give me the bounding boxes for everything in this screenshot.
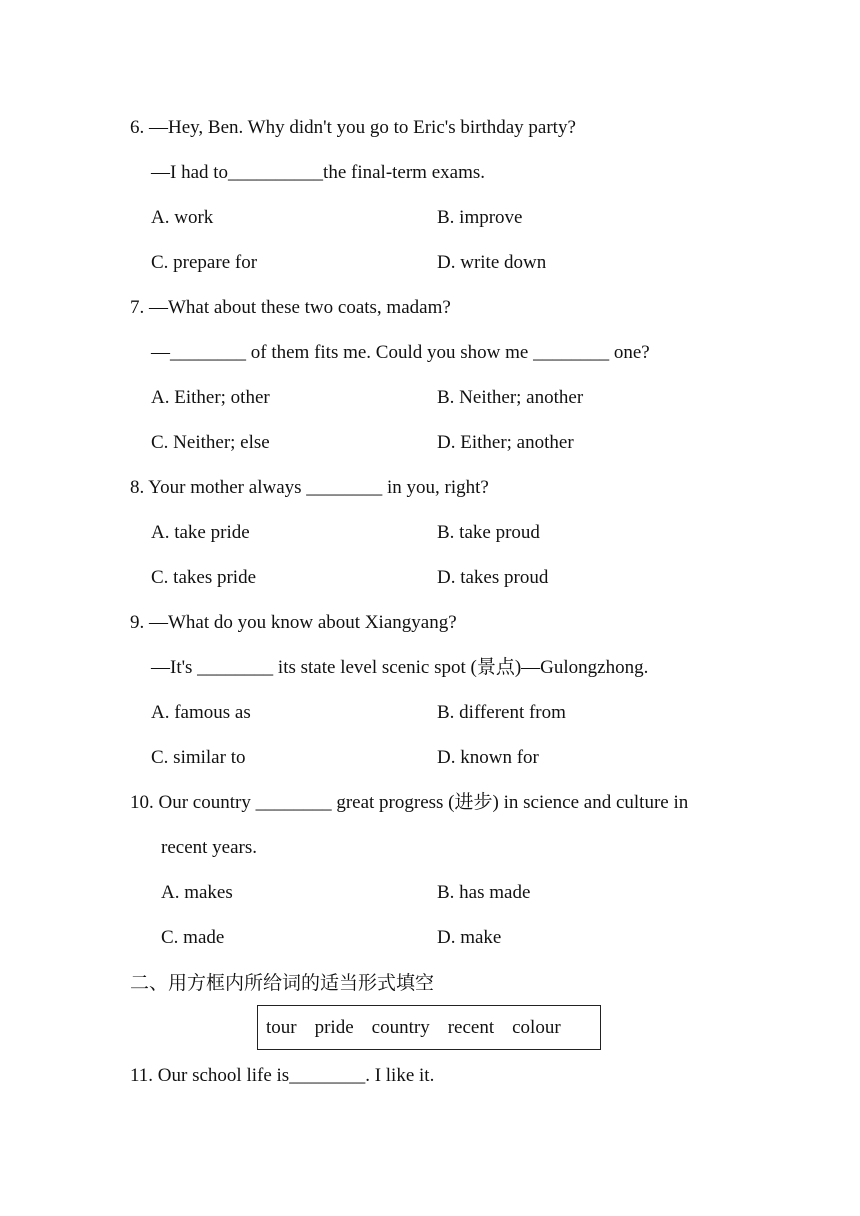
word-box-item: tour [266,1016,297,1038]
question-6-option-c: C. prepare for [151,252,258,273]
question-7-option-c: C. Neither; else [151,432,270,453]
question-6-reply: —I had to__________the final-term exams. [151,162,486,183]
question-9-option-c: C. similar to [151,747,246,768]
question-7-reply: —________ of them fits me. Could you show me ________ one? [151,342,650,363]
question-10-option-c: C. made [161,927,225,948]
question-9-reply: —It's ________ its state level scenic spot (景点)—Gulongzhong. [151,657,649,678]
question-6-stem: 6. —Hey, Ben. Why didn't you go to Eric's birthday party? [130,117,576,138]
word-box-item: colour [512,1016,561,1038]
question-10-option-b: B. has made [437,882,531,903]
word-box-item: pride [314,1016,354,1038]
question-6-option-a: A. work [151,207,214,228]
question-8-stem: 8. Your mother always ________ in you, right? [130,477,489,498]
question-7-stem: 7. —What about these two coats, madam? [130,297,451,318]
question-7-option-d: D. Either; another [437,432,574,453]
question-7-option-a: A. Either; other [151,387,270,408]
question-7-option-b: B. Neither; another [437,387,584,408]
question-8-option-d: D. takes proud [437,567,549,588]
word-box [257,1005,601,1050]
question-9-option-d: D. known for [437,747,539,768]
word-box-item: country [371,1016,430,1038]
question-9-option-b: B. different from [437,702,566,723]
question-9-option-a: A. famous as [151,702,251,723]
question-10-stem: 10. Our country ________ great progress (进步) in science and culture in [130,792,689,813]
word-box-item: recent [447,1016,495,1038]
section-two-title: 二、用方框内所给词的适当形式填空 [130,972,435,994]
question-8-option-c: C. takes pride [151,567,257,588]
question-9-stem: 9. —What do you know about Xiangyang? [130,612,457,633]
question-10-option-a: A. makes [161,882,233,903]
question-6-option-b: B. improve [437,207,523,228]
question-11-stem: 11. Our school life is________. I like it. [130,1065,435,1086]
question-6-option-d: D. write down [437,252,547,273]
question-8-option-a: A. take pride [151,522,250,543]
question-10-option-d: D. make [437,927,502,948]
question-8-option-b: B. take proud [437,522,540,543]
question-10-continuation: recent years. [161,837,257,858]
